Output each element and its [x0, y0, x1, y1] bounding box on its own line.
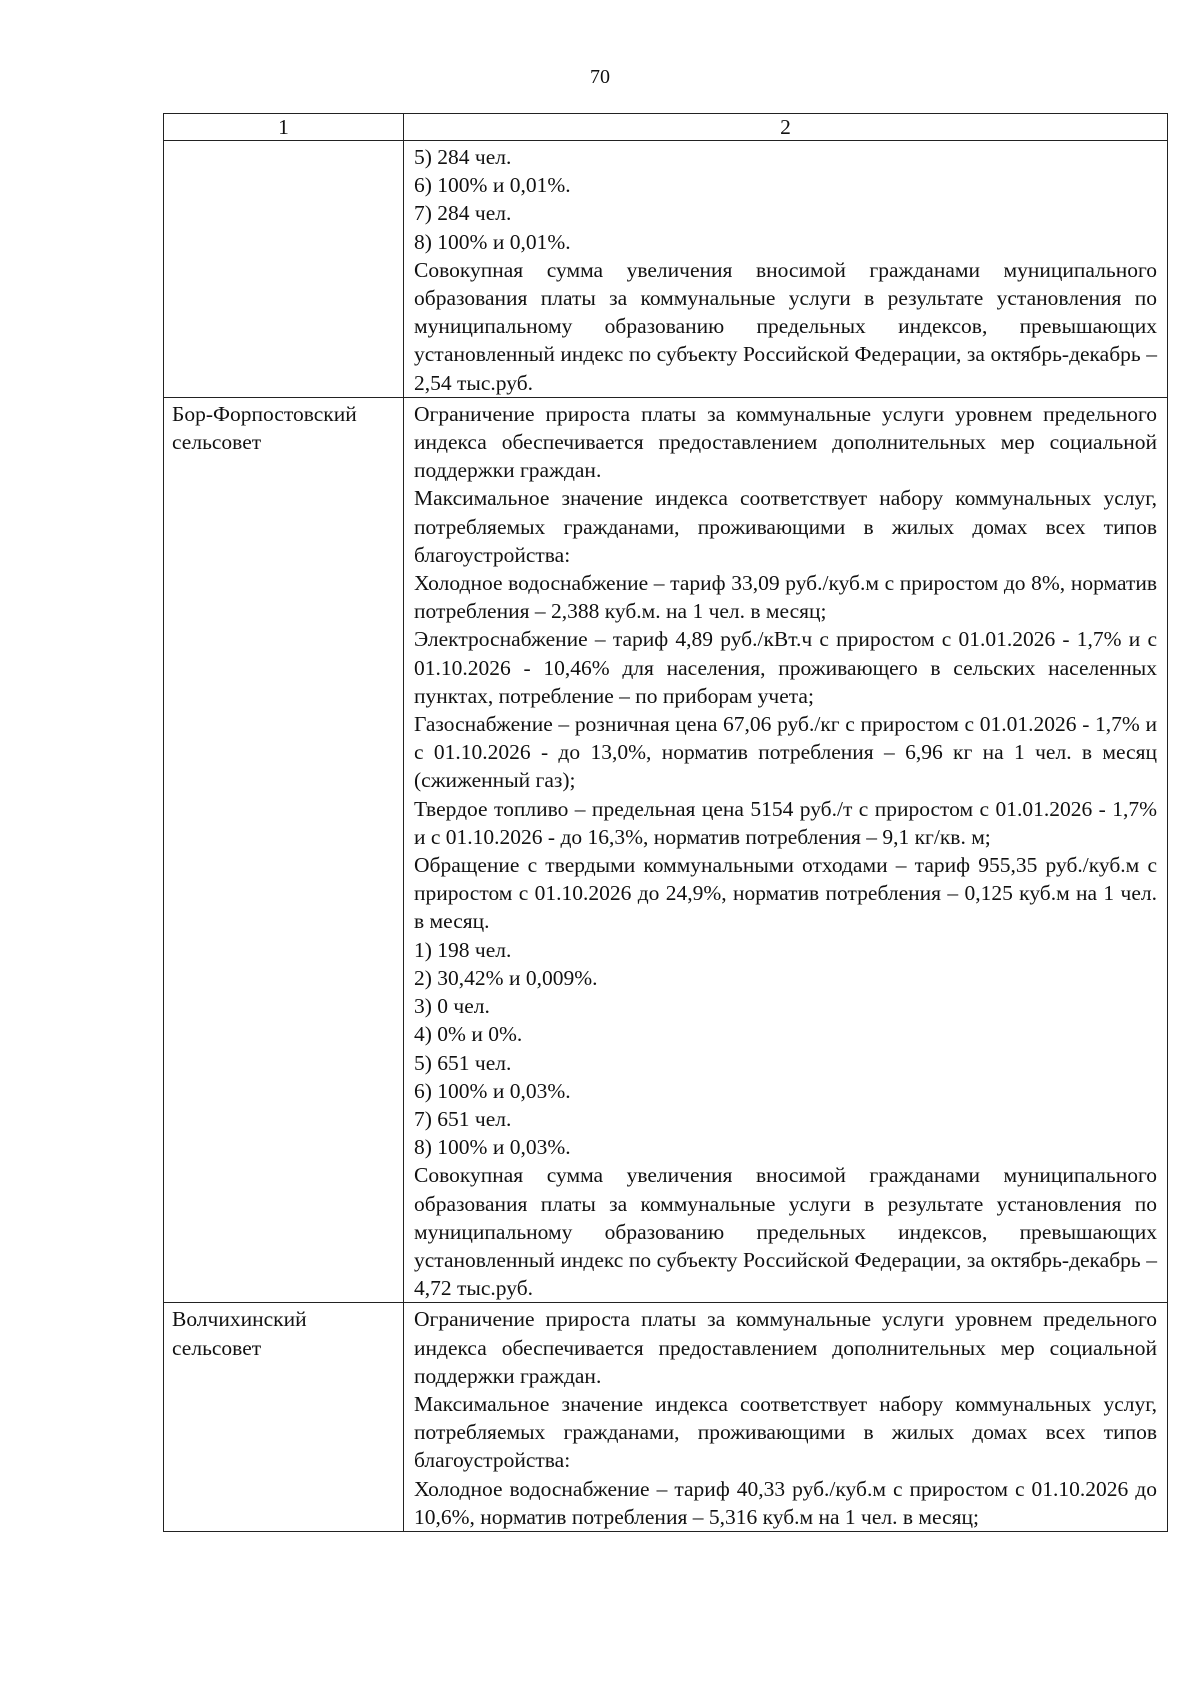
- gas-paragraph: Газоснабжение – розничная цена 67,06 руб./кг с приростом с 01.01.2026 - 1,7% и с 01.10.2026 - до 13,0%, норматив потребления – 6,96 кг на 1 чел. в месяц (сжиженный газ);: [414, 712, 1157, 793]
- limitation-paragraph: Ограничение прироста платы за коммунальные услуги уровнем предельного индекса обеспечивается предоставлением дополнительных мер социальной поддержки граждан.: [414, 401, 1157, 483]
- municipality-name: Бор-Форпостовский сельсовет: [164, 397, 404, 1303]
- total-sum-paragraph: Совокупная сумма увеличения вносимой гражданами муниципального образования платы за коммунальные услуги в результате установления по муниципальному образованию предельных индексов, превышающих установленный индекс по субъекту Российской Федерации, за октябрь-декабрь – 4,72 тыс.руб.: [414, 1163, 1157, 1301]
- limitation-paragraph: Ограничение прироста платы за коммунальные услуги уровнем предельного индекса обеспечивается предоставлением дополнительных мер социальной поддержки граждан.: [414, 1307, 1157, 1388]
- indicator-line: 3) 0 чел.: [414, 994, 490, 1019]
- max-index-paragraph: Максимальное значение индекса соответствует набору коммунальных услуг, потребляемых гражданами, проживающими в жилых домах всех типов благоустройства:: [414, 486, 1157, 567]
- total-sum-paragraph: Совокупная сумма увеличения вносимой гражданами муниципального образования платы за коммунальные услуги в результате установления по муниципальному образованию предельных индексов, превышающих установленный индекс по субъекту Российской Федерации, за октябрь-декабрь – 2,54 тыс.руб.: [414, 257, 1157, 395]
- indices-table: [163, 113, 1168, 1532]
- indicator-line: 5) 651 чел.: [414, 1050, 512, 1075]
- table-row: [164, 141, 1168, 398]
- indicator-line: 6) 100% и 0,01%.: [414, 173, 571, 198]
- solid-fuel-paragraph: Твердое топливо – предельная цена 5154 руб./т с приростом с 01.01.2026 - 1,7% и с 01.10.2026 - до 16,3%, норматив потребления – 9,1 кг/кв. м;: [414, 796, 1157, 849]
- table-row: [164, 1303, 1168, 1532]
- indicator-line: 5) 284 чел.: [414, 145, 512, 169]
- municipality-name: [164, 141, 404, 398]
- page-number: 70: [590, 66, 610, 88]
- indicator-line: 8) 100% и 0,01%.: [414, 229, 571, 254]
- cold-water-paragraph: Холодное водоснабжение – тариф 40,33 руб./куб.м с приростом с 01.10.2026 до 10,6%, норматив потребления – 5,316 куб.м на 1 чел. в месяц;: [414, 1476, 1157, 1529]
- table-header-row: [164, 114, 1168, 141]
- measures-text: [404, 397, 1168, 1303]
- indicator-line: 4) 0% и 0%.: [414, 1022, 523, 1047]
- column-header-1: 1: [164, 114, 404, 141]
- indicator-line: 1) 198 чел.: [414, 937, 512, 962]
- indicator-line: 8) 100% и 0,03%.: [414, 1135, 571, 1160]
- indicator-line: 6) 100% и 0,03%.: [414, 1078, 571, 1103]
- cold-water-paragraph: Холодное водоснабжение – тариф 33,09 руб./куб.м с приростом до 8%, норматив потребления – 2,388 куб.м. на 1 чел. в месяц;: [414, 571, 1157, 624]
- electricity-paragraph: Электроснабжение – тариф 4,89 руб./кВт.ч с приростом с 01.01.2026 - 1,7% и с 01.10.2026 - 10,46% для населения, проживающего в сельских населенных пунктах, потребление – по приборам учета;: [414, 627, 1157, 708]
- waste-paragraph: Обращение с твердыми коммунальными отходами – тариф 955,35 руб./куб.м с приростом с 01.10.2026 до 24,9%, норматив потребления – 0,125 куб.м на 1 чел. в месяц.: [414, 853, 1157, 934]
- indicator-line: 7) 651 чел.: [414, 1106, 512, 1131]
- max-index-paragraph: Максимальное значение индекса соответствует набору коммунальных услуг, потребляемых гражданами, проживающими в жилых домах всех типов благоустройства:: [414, 1391, 1157, 1473]
- column-header-2: 2: [404, 114, 1168, 141]
- indicator-line: 2) 30,42% и 0,009%.: [414, 965, 598, 990]
- indicator-line: 7) 284 чел.: [414, 201, 512, 226]
- table-row: [164, 397, 1168, 1303]
- municipality-name: Волчихинский сельсовет: [164, 1303, 404, 1532]
- measures-text: [404, 141, 1168, 398]
- measures-text: [404, 1303, 1168, 1532]
